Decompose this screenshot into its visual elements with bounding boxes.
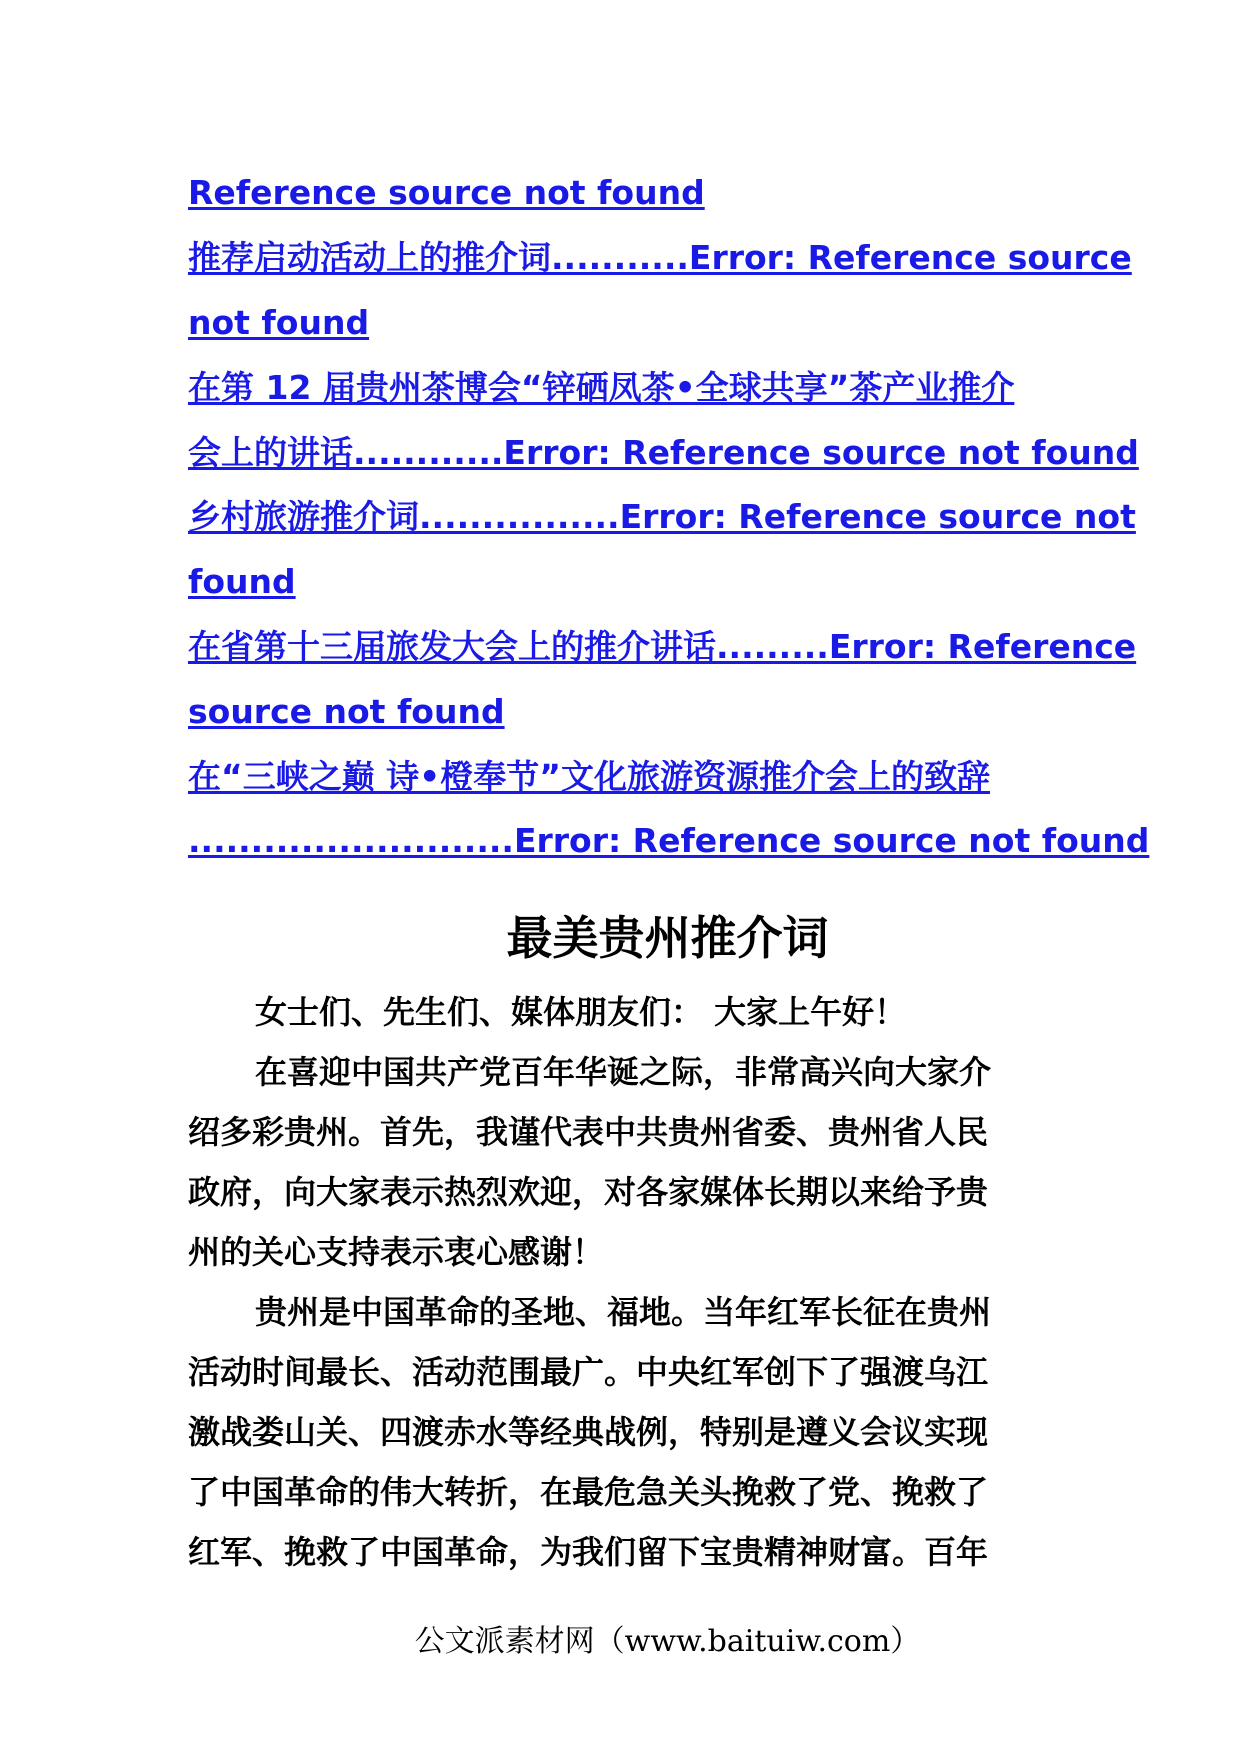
body-text-line: 活动时间最长、活动范围最广。中央红军创下了强渡乌江 <box>188 1353 989 1391</box>
toc-link[interactable]: source not found <box>188 692 505 731</box>
body-text-line: 政府，向大家表示热烈欢迎，对各家媒体长期以来给予贵 <box>188 1173 989 1211</box>
toc-link[interactable]: 会上的讲话............Error: Reference source not found <box>188 433 1139 472</box>
toc-link[interactable]: ..........................Error: Reference source not found <box>188 821 1150 860</box>
body-text-line: 绍多彩贵州。首先，我谨代表中共贵州省委、贵州省人民 <box>188 1113 989 1151</box>
toc-link[interactable]: 推荐启动活动上的推介词...........Error: Reference source <box>188 238 1132 277</box>
body-text-line: 了中国革命的伟大转折，在最危急关头挽救了党、挽救了 <box>188 1473 989 1511</box>
body-text-line: 激战娄山关、四渡赤水等经典战例，特别是遵义会议实现 <box>188 1413 989 1451</box>
toc-link[interactable]: 在第 12 届贵州茶博会“锌硒凤茶•全球共享”茶产业推介 <box>188 368 1015 407</box>
toc-link[interactable]: 乡村旅游推介词................Error: Reference source not <box>188 497 1136 536</box>
body-text-line: 红军、挽救了中国革命，为我们留下宝贵精神财富。百年 <box>188 1533 989 1571</box>
toc-link[interactable]: found <box>188 562 296 601</box>
toc-link[interactable]: 在省第十三届旅发大会上的推介讲话.........Error: Reference <box>188 627 1137 666</box>
body-text-line: 州的关心支持表示衷心感谢！ <box>188 1233 605 1271</box>
body-text-line: 在喜迎中国共产党百年华诞之际，非常高兴向大家介 <box>255 1053 992 1091</box>
body-text-line: 贵州是中国革命的圣地、福地。当年红军长征在贵州 <box>255 1293 992 1331</box>
toc-link[interactable]: Reference source not found <box>188 173 705 212</box>
toc-link[interactable]: not found <box>188 303 370 342</box>
body-text-line: 女士们、先生们、媒体朋友们： 大家上午好！ <box>255 993 907 1031</box>
article-title: 最美贵州推介词 <box>506 911 829 965</box>
page-footer: 公文派素材网（www.baituiw.com） <box>414 1624 921 1659</box>
toc-link[interactable]: 在“三峡之巅 诗•橙奉节”文化旅游资源推介会上的致辞 <box>188 757 990 796</box>
